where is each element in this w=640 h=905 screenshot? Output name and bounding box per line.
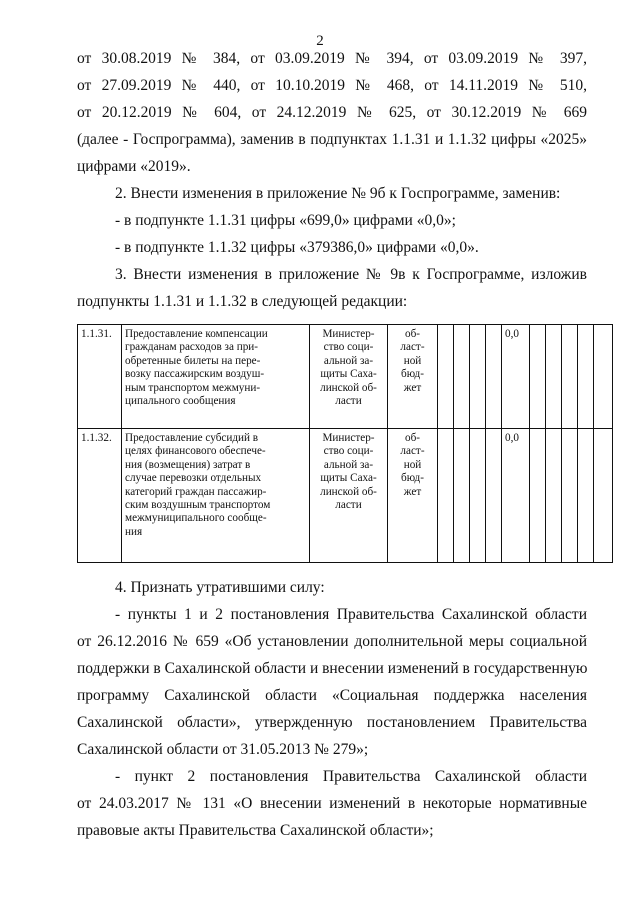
body-line: от 26.12.2016 № 659 «Об установлении дополнительной меры социальной <box>77 633 587 650</box>
body-line: программу Сахалинской области «Социальная поддержка населения <box>77 687 587 704</box>
empty-cell <box>438 325 454 429</box>
body-line: цифрами «2019». <box>77 158 191 175</box>
empty-cell <box>486 325 502 429</box>
measure-name: Предоставление субсидий в целях финансового обеспече- ния (возмещения) затрат в случае перевозки отдельных категорий граждан пассажир- ским воздушным транспортом межмуниципального сообще- ния <box>122 429 310 563</box>
table-row <box>78 325 613 429</box>
body-line: от 20.12.2019 № 604, от 24.12.2019 № 625, от 30.12.2019 № 669 <box>77 104 587 121</box>
empty-cell <box>578 429 594 563</box>
measure-name: Предоставление компенсации гражданам расходов за при- обретенные билеты на пере- возку пассажирским воздуш- ным транспортом межмуни- ципального сообщения <box>122 325 310 429</box>
body-line: 2. Внести изменения в приложение № 9б к Госпрограмме, заменив: <box>115 185 561 202</box>
row-number: 1.1.31. <box>78 325 122 429</box>
funding-value: 0,0 <box>502 325 530 429</box>
empty-cell <box>470 325 486 429</box>
body-line: правовые акты Правительства Сахалинской области»; <box>77 822 434 839</box>
empty-cell <box>546 429 562 563</box>
body-line: - пункты 1 и 2 постановления Правительства Сахалинской области <box>115 606 587 623</box>
empty-cell <box>486 429 502 563</box>
row-number: 1.1.32. <box>78 429 122 563</box>
executor: Министер- ство соци- альной за- щиты Саха- линской об- ласти <box>310 429 388 563</box>
empty-cell <box>454 429 470 563</box>
empty-cell <box>470 429 486 563</box>
funding-source: об- ласт- ной бюд- жет <box>388 325 438 429</box>
body-line: (далее - Госпрограмма), заменив в подпунктах 1.1.31 и 1.1.32 цифры «2025» <box>77 131 587 148</box>
empty-cell <box>546 325 562 429</box>
body-line: от 24.03.2017 № 131 «О внесении изменений в некоторые нормативные <box>77 795 587 812</box>
body-line: от 30.08.2019 № 384, от 03.09.2019 № 394, от 03.09.2019 № 397, <box>77 50 587 67</box>
empty-cell <box>438 429 454 563</box>
empty-cell <box>454 325 470 429</box>
empty-cell <box>530 429 546 563</box>
body-line: 3. Внести изменения в приложение № 9в к Госпрограмме, изложив <box>115 266 587 283</box>
body-line: - в подпункте 1.1.31 цифры «699,0» цифрами «0,0»; <box>115 212 456 229</box>
funding-value: 0,0 <box>502 429 530 563</box>
page-number: 2 <box>316 33 324 49</box>
empty-cell <box>594 325 613 429</box>
body-line: Сахалинской области», утвержденную постановлением Правительства <box>77 714 587 731</box>
empty-cell <box>562 429 578 563</box>
empty-cell <box>562 325 578 429</box>
empty-cell <box>530 325 546 429</box>
body-line: - пункт 2 постановления Правительства Сахалинской области <box>115 768 587 785</box>
empty-cell <box>594 429 613 563</box>
table-row <box>78 429 613 563</box>
body-line: поддержки в Сахалинской области и внесении изменений в государственную <box>77 660 588 677</box>
body-line: Сахалинской области от 31.05.2013 № 279»; <box>77 741 369 758</box>
empty-cell <box>578 325 594 429</box>
body-line: 4. Признать утратившими силу: <box>115 579 325 596</box>
executor: Министер- ство соци- альной за- щиты Саха- линской об- ласти <box>310 325 388 429</box>
body-line: подпункты 1.1.31 и 1.1.32 в следующей редакции: <box>77 293 408 310</box>
body-line: от 27.09.2019 № 440, от 10.10.2019 № 468, от 14.11.2019 № 510, <box>77 77 587 94</box>
amendment-table <box>77 324 613 563</box>
body-line: - в подпункте 1.1.32 цифры «379386,0» цифрами «0,0». <box>115 239 479 256</box>
funding-source: об- ласт- ной бюд- жет <box>388 429 438 563</box>
